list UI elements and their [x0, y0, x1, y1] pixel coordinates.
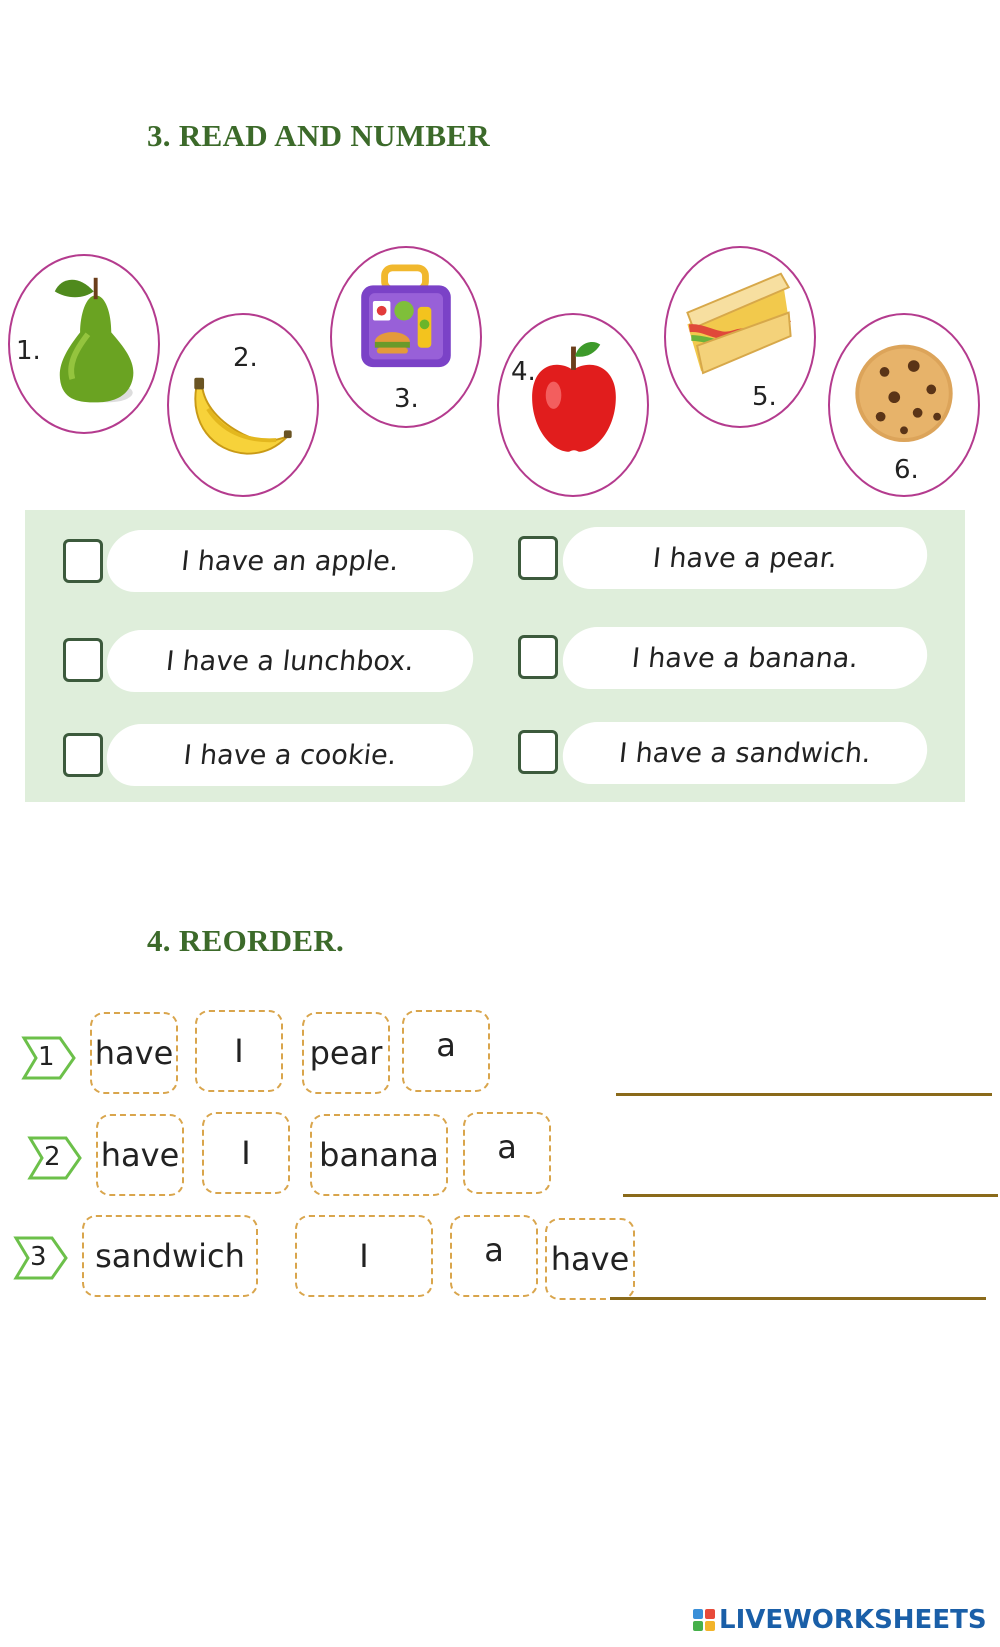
- word-tile[interactable]: a: [463, 1112, 551, 1194]
- sentence-text: I have an apple.: [179, 545, 401, 577]
- answer-line[interactable]: [610, 1297, 986, 1300]
- word-tile[interactable]: have: [545, 1218, 635, 1300]
- logo-mark-icon: [693, 1609, 715, 1631]
- picture-number: 6.: [894, 455, 919, 485]
- answer-line[interactable]: [623, 1194, 998, 1197]
- sentence-pill: [560, 527, 931, 589]
- picture-number: 1.: [16, 336, 41, 366]
- word-tile[interactable]: a: [450, 1215, 538, 1297]
- answer-checkbox[interactable]: [518, 730, 558, 774]
- logo-text: LIVEWORKSHEETS: [719, 1605, 987, 1635]
- sentence-pill: [560, 627, 931, 689]
- sentence-panel: [25, 510, 965, 802]
- row-1-marker: [20, 1034, 78, 1082]
- liveworksheets-logo: [693, 1605, 987, 1635]
- picture-number: 2.: [233, 343, 258, 373]
- picture-number: 5.: [752, 382, 777, 412]
- lunchbox-icon: [332, 248, 480, 426]
- answer-checkbox[interactable]: [518, 635, 558, 679]
- row-number: 2: [44, 1142, 61, 1172]
- sentence-text: I have a sandwich.: [617, 737, 873, 769]
- sentence-pill: [104, 630, 477, 692]
- sentence-text: I have a banana.: [630, 642, 860, 674]
- picture-number: 3.: [394, 384, 419, 414]
- sentence-text: I have a cookie.: [182, 739, 398, 771]
- picture-5: [664, 246, 816, 428]
- word-tile[interactable]: I: [202, 1112, 290, 1194]
- apple-icon: [499, 315, 647, 495]
- banana-icon: [169, 315, 317, 495]
- picture-number: 4.: [511, 357, 536, 387]
- picture-1: [8, 254, 160, 434]
- picture-2: [167, 313, 319, 497]
- answer-checkbox[interactable]: [518, 536, 558, 580]
- sandwich-icon: [666, 248, 814, 426]
- word-tile[interactable]: sandwich: [82, 1215, 258, 1297]
- answer-checkbox[interactable]: [63, 733, 103, 777]
- sentence-text: I have a pear.: [651, 542, 839, 574]
- picture-3: [330, 246, 482, 428]
- row-3-marker: [12, 1234, 70, 1282]
- answer-checkbox[interactable]: [63, 638, 103, 682]
- word-tile[interactable]: pear: [302, 1012, 390, 1094]
- word-tile[interactable]: I: [195, 1010, 283, 1092]
- picture-6: [828, 313, 980, 497]
- word-tile[interactable]: have: [96, 1114, 184, 1196]
- row-number: 1: [38, 1042, 55, 1072]
- sentence-pill: [104, 530, 477, 592]
- word-tile[interactable]: I: [295, 1215, 433, 1297]
- row-2-marker: [26, 1134, 84, 1182]
- section-title-reorder: 4. REORDER.: [147, 923, 345, 958]
- row-number: 3: [30, 1242, 47, 1272]
- section-title-read-and-number: 3. READ AND NUMBER: [147, 118, 490, 153]
- word-tile[interactable]: a: [402, 1010, 490, 1092]
- word-tile[interactable]: banana: [310, 1114, 448, 1196]
- picture-4: [497, 313, 649, 497]
- sentence-pill: [104, 724, 477, 786]
- answer-checkbox[interactable]: [63, 539, 103, 583]
- word-tile[interactable]: have: [90, 1012, 178, 1094]
- pear-icon: [10, 256, 158, 432]
- sentence-pill: [560, 722, 931, 784]
- answer-line[interactable]: [616, 1093, 992, 1096]
- cookie-icon: [830, 315, 978, 495]
- sentence-text: I have a lunchbox.: [164, 645, 416, 677]
